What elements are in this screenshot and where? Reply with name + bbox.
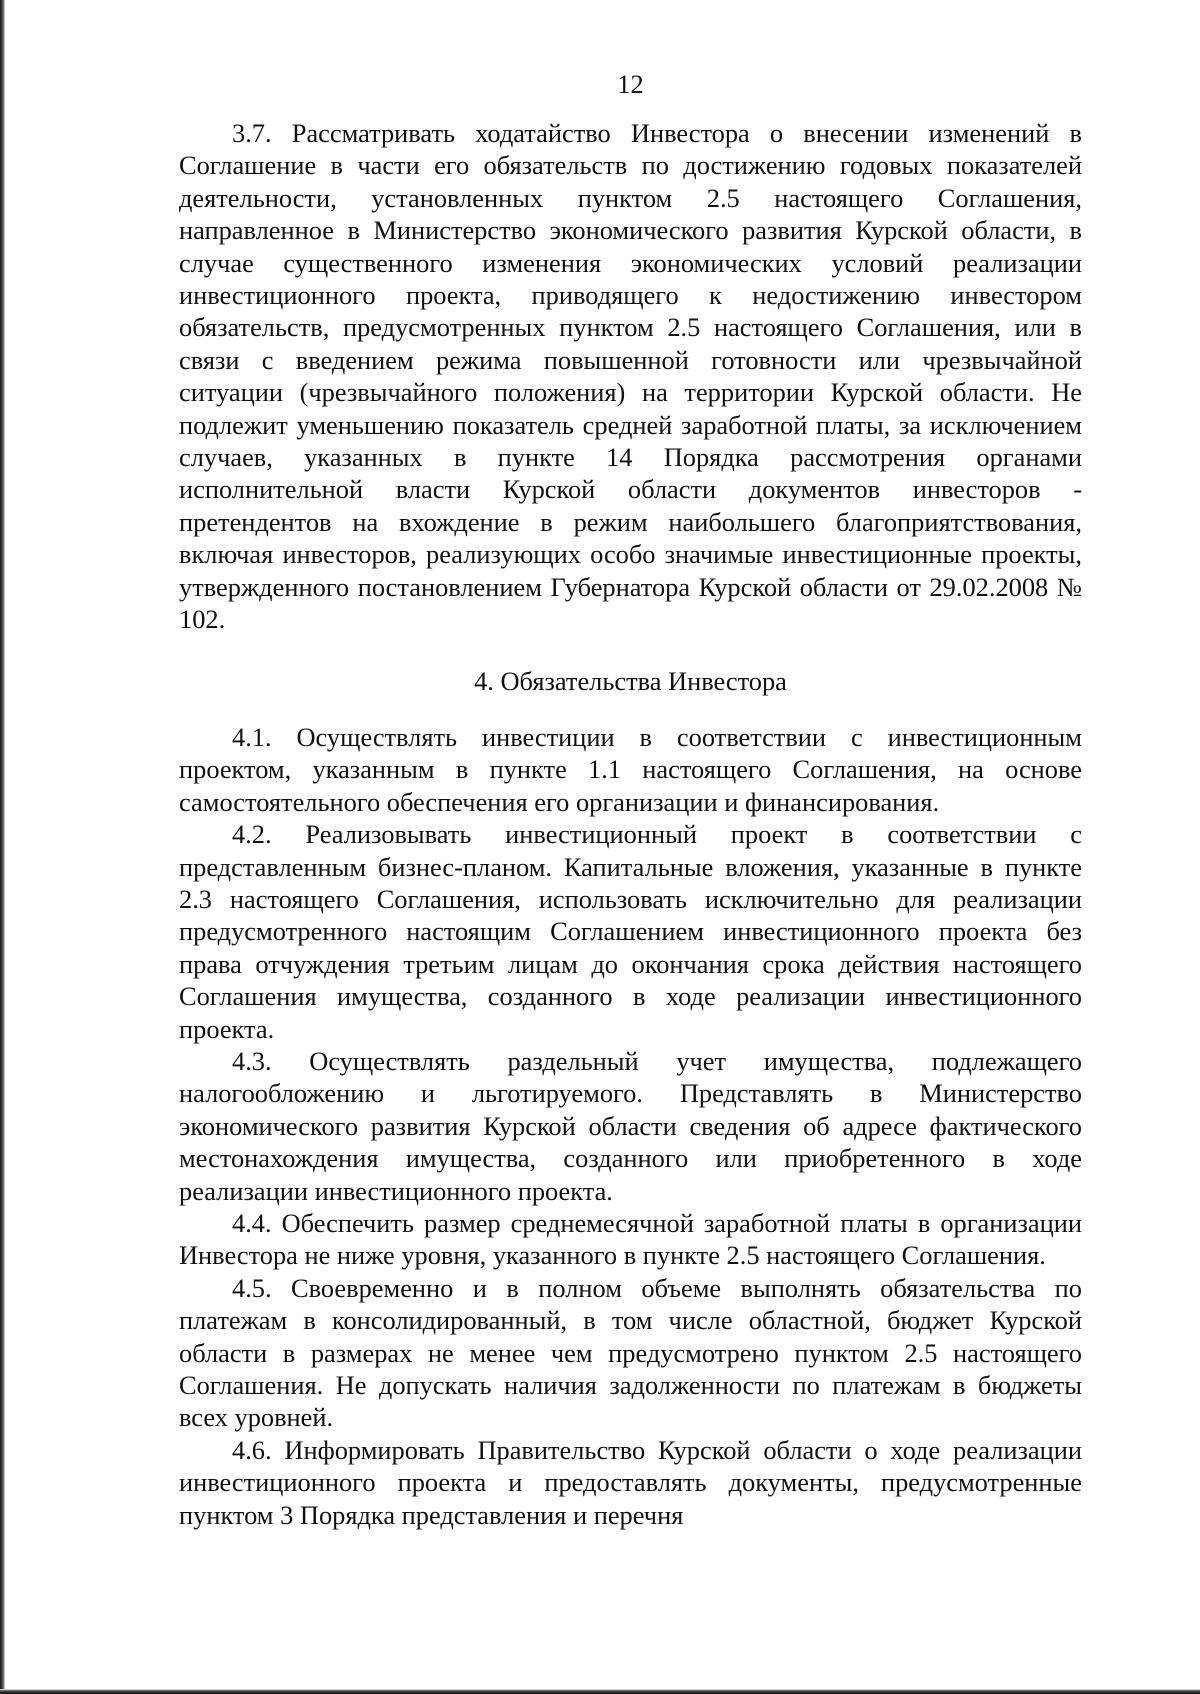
- paragraph-4-3: 4.3. Осуществлять раздельный учет имущества, подлежащего налогообложению и льготируемого. Представлять в Министерство экономического развития Курской области сведения об адресе фактического местонахождения имущества, созданного или приобретенного в ходе реализации инвестиционного проекта.: [179, 1045, 1082, 1206]
- paragraph-4-6: 4.6. Информировать Правительство Курской области о ходе реализации инвестиционного проекта и предоставлять документы, предусмотренные пунктом 3 Порядка представления и перечня: [179, 1434, 1082, 1530]
- scan-edge-left: [0, 0, 5, 1694]
- paragraph-3-7: 3.7. Рассматривать ходатайство Инвестора о внесении изменений в Соглашение в части его обязательств по достижению годовых показателей деятельности, установленных пунктом 2.5 настоящего Соглашения, направленное в Министерство экономического развития Курской области, в случае существенного изменения экономических условий реализации инвестиционного проекта, приводящего к недостижению инвестором обязательств, предусмотренных пунктом 2.5 настоящего Соглашения, или в связи с введением режима повышенной готовности или чрезвычайной ситуации (чрезвычайного положения) на территории Курской области. Не подлежит уменьшению показатель средней заработной платы, за исключением случаев, указанных в пункте 14 Порядка рассмотрения органами исполнительной власти Курской области документов инвесторов - претендентов на вхождение в режим наибольшего благоприятствования, включая инвесторов, реализующих особо значимые инвестиционные проекты, утвержденного постановлением Губернатора Курской области от 29.02.2008 № 102.: [179, 118, 1082, 635]
- section-heading: 4. Обязательства Инвестора: [474, 665, 787, 696]
- scan-edge-bottom: [0, 1689, 1200, 1694]
- document-body: [179, 68, 1082, 1531]
- paragraph-4-1: 4.1. Осуществлять инвестиции в соответствии с инвестиционным проектом, указанным в пункте 1.1 настоящего Соглашения, на основе самостоятельного обеспечения его организации и финансирования.: [179, 721, 1082, 817]
- paragraph-4-2: 4.2. Реализовывать инвестиционный проект в соответствии с представленным бизнес-планом. Капитальные вложения, указанные в пункте 2.3 настоящего Соглашения, использовать исключительно для реализации предусмотренного настоящим Соглашением инвестиционного проекта без права отчуждения третьим лицам до окончания срока действия настоящего Соглашения имущества, созданного в ходе реализации инвестиционного проекта.: [179, 819, 1082, 1044]
- page-number: 12: [617, 69, 644, 99]
- paragraph-4-5: 4.5. Своевременно и в полном объеме выполнять обязательства по платежам в консолидированный, в том числе областной, бюджет Курской области в размерах не менее чем предусмотрено пунктом 2.5 настоящего Соглашения. Не допускать наличия задолженности по платежам в бюджеты всех уровней.: [179, 1272, 1082, 1433]
- paragraph-4-4: 4.4. Обеспечить размер среднемесячной заработной платы в организации Инвестора не ниже уровня, указанного в пункте 2.5 настоящего Соглашения.: [179, 1208, 1082, 1271]
